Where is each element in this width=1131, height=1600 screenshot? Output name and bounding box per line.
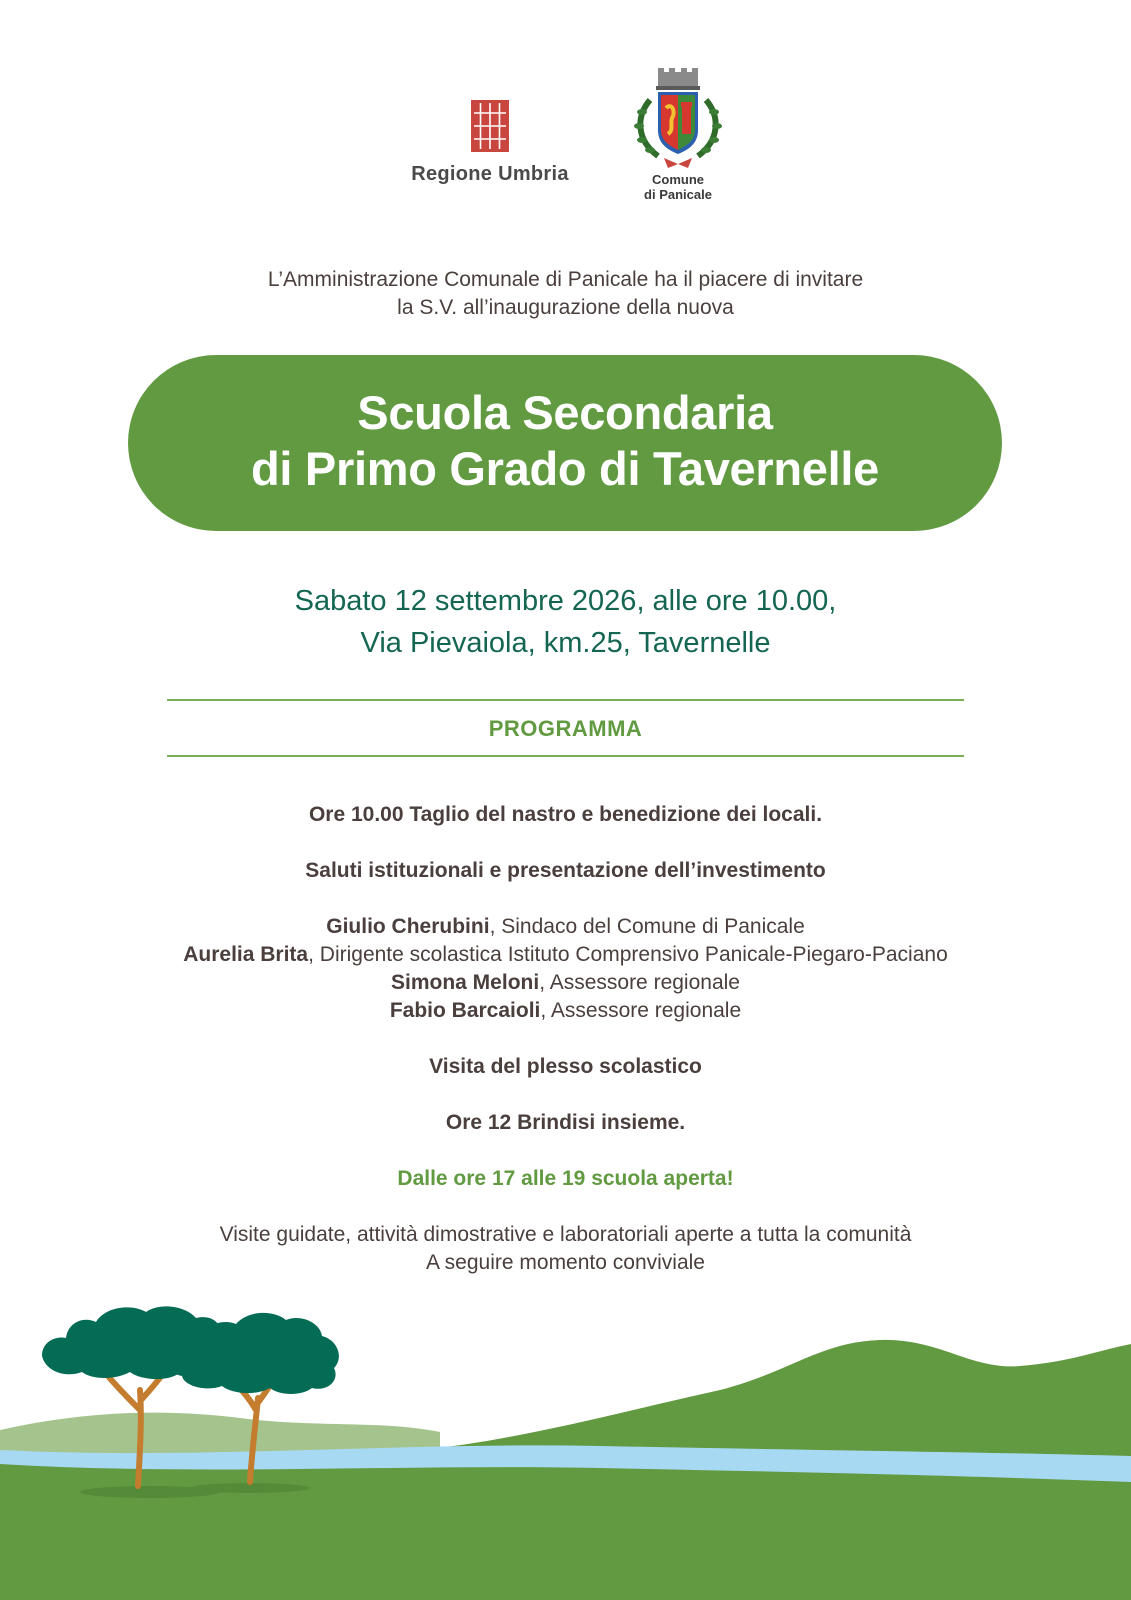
speaker-row [0,997,1131,1025]
regione-umbria-logo [400,100,580,186]
divider-bottom [167,755,964,757]
program-item-greetings: Saluti istituzionali e presentazione dell’investimento [305,859,826,882]
speaker-role: , Assessore regionale [540,999,742,1022]
speaker-name: Fabio Barcaioli [389,999,541,1022]
comune-label-line1: Comune [652,172,704,187]
speaker-row [0,969,1131,997]
speaker-name: Aurelia Brita [183,943,309,966]
title-line-1: Scuola Secondaria [357,386,773,439]
comune-crest-icon [628,68,728,172]
meadow [0,1464,1131,1600]
intro-line-1: L’Amministrazione Comunale di Panicale ha il piacere di invitare [267,268,864,291]
program-item-ribbon-cutting: Ore 10.00 Taglio del nastro e benedizione dei locali. [308,803,823,826]
event-date-time: Sabato 12 settembre 2026, alle ore 10.00, [294,585,837,617]
divider-top [167,699,964,701]
intro-text [0,266,1131,322]
speaker-row [0,941,1131,969]
comune-panicale-logo [618,68,738,202]
comune-label-line2: di Panicale [644,187,712,202]
event-details [0,580,1131,664]
programma-heading: PROGRAMMA [488,716,643,741]
regione-umbria-emblem-icon [471,100,509,152]
speaker-role: , Dirigente scolastica Istituto Comprensivo Panicale-Piegaro-Paciano [308,943,948,966]
speaker-name: Giulio Cherubini [326,915,490,938]
speaker-row [0,913,1131,941]
landscape-illustration [0,1300,1131,1600]
regione-umbria-label: Regione Umbria [411,163,569,185]
open-school-highlight: Dalle ore 17 alle 19 scuola aperta! [397,1167,734,1190]
program-item-toast: Ore 12 Brindisi insieme. [445,1111,686,1134]
closing-line-2: A seguire momento conviviale [426,1251,705,1274]
closing-line-1: Visite guidate, attività dimostrative e laboratoriali aperte a tutta la comunità [219,1223,912,1246]
title-line-2: di Primo Grado di Tavernelle [250,442,879,495]
event-location: Via Pievaiola, km.25, Tavernelle [360,627,771,659]
speaker-name: Simona Meloni [391,971,540,994]
program-item-visit: Visita del plesso scolastico [429,1055,702,1078]
intro-line-2: la S.V. all’inaugurazione della nuova [397,296,734,319]
title-banner [128,355,1002,531]
speaker-role: , Assessore regionale [539,971,740,994]
speaker-role: , Sindaco del Comune di Panicale [489,915,805,938]
